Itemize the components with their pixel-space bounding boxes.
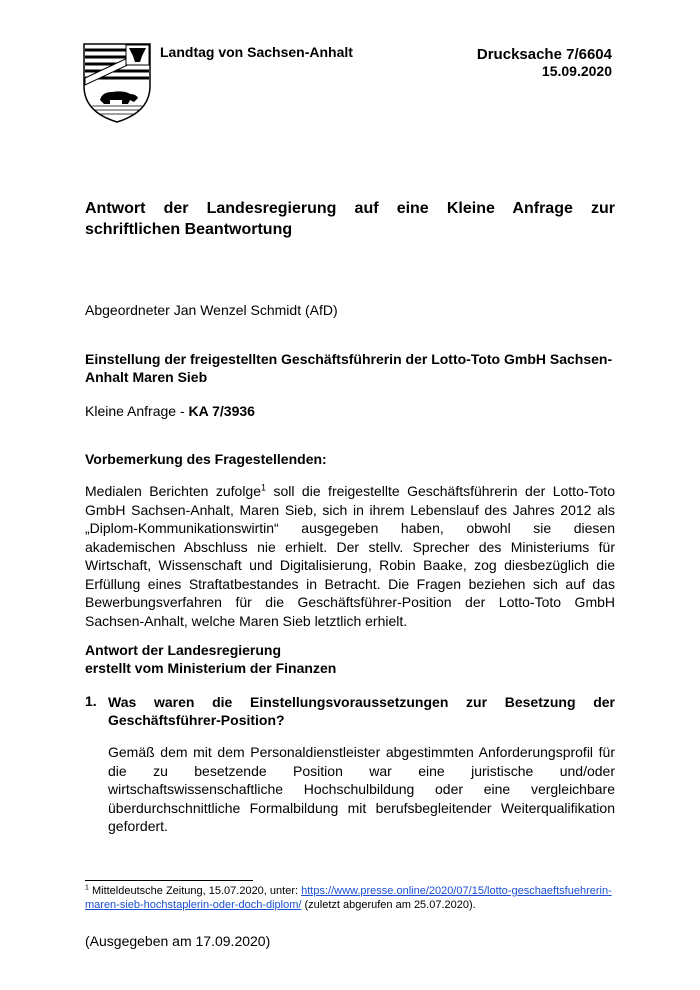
inquiry-reference [85, 403, 255, 419]
question-number: 1. [85, 693, 97, 709]
issued-date: (Ausgegeben am 17.09.2020) [85, 933, 271, 949]
member-of-parliament: Abgeordneter Jan Wenzel Schmidt (AfD) [85, 302, 338, 318]
footnote-link[interactable]: https://www.presse.online/2020/07/15/lotto-geschaeftsfuehrerin-maren-sieb-hochstaplerin-oder-doch-diplom/ [85, 885, 612, 911]
answer-heading [85, 641, 615, 677]
footnote-accessed: (zuletzt abgerufen am 25.07.2020). [301, 899, 476, 911]
answer-heading-line1: Antwort der Landesregierung [85, 642, 282, 658]
answer-text: Gemäß dem mit dem Personaldienstleister abgestimmten Anforderungsprofil für die zu besetzende Position war eine juristische und/oder wirtschaftswissenschaftliche Hochschulbildung oder eine vergleichbare überdurchschnittliche Formalbildung mit berufsbegleitender Weiterqualifikation gefordert. [108, 744, 615, 834]
footnote-number: 1 [85, 884, 89, 892]
inquiry-subject: Einstellung der freigestellten Geschäftsführerin der Lotto-Toto GmbH Sachsen-Anhalt Maren Sieb [85, 351, 613, 385]
preliminary-text-start: Medialen Berichten zufolge [85, 483, 261, 499]
preliminary-text [85, 482, 615, 630]
inquiry-prefix: Kleine Anfrage - [85, 403, 189, 419]
footnote [85, 884, 645, 912]
institution-name: Landtag von Sachsen-Anhalt [160, 44, 353, 60]
footnote-marker[interactable]: 1 [261, 482, 267, 493]
question-text: Was waren die Einstellungsvoraussetzungen zur Besetzung der Geschäftsführer-Position? [108, 694, 615, 728]
preliminary-heading: Vorbemerkung des Fragestellenden: [85, 451, 327, 467]
document-title: Antwort der Landesregierung auf eine Kleine Anfrage zur schriftlichen Beantwortung [85, 200, 615, 238]
preliminary-text-rest: soll die freigestellte Geschäftsführerin der Lotto-Toto GmbH Sachsen-Anhalt, Maren Sieb, sich in ihrem Lebenslauf des Jahres 2012 als „Diplom-Kommunikationswirtin“ ausgegeben haben, obwohl sie diesen akademischen Abschluss nie erhielt. Der stellv. Sprecher des Ministeriums für Wirtschaft, Wissenschaft und Digitalisierung, Robin Baake, zog diesbezüglich die Erfüllung eines Straftatbestandes in Betracht. Die Fragen beziehen sich auf das Bewerbungsverfahren für die Geschäftsführer-Position der Lotto-Toto GmbH Sachsen-Anhalt, welche Maren Sieb letztlich erhielt. [85, 483, 615, 629]
inquiry-number: KA 7/3936 [188, 403, 255, 419]
document-number: Drucksache 7/6604 [476, 46, 612, 63]
footnote-source: Mitteldeutsche Zeitung, 15.07.2020, unter: [88, 885, 302, 897]
footnote-divider [85, 880, 253, 881]
coat-of-arms-icon [82, 42, 152, 124]
document-number-block [477, 46, 612, 80]
document-date: 15.09.2020 [541, 63, 612, 79]
answer-heading-line2: erstellt vom Ministerium der Finanzen [85, 660, 337, 676]
